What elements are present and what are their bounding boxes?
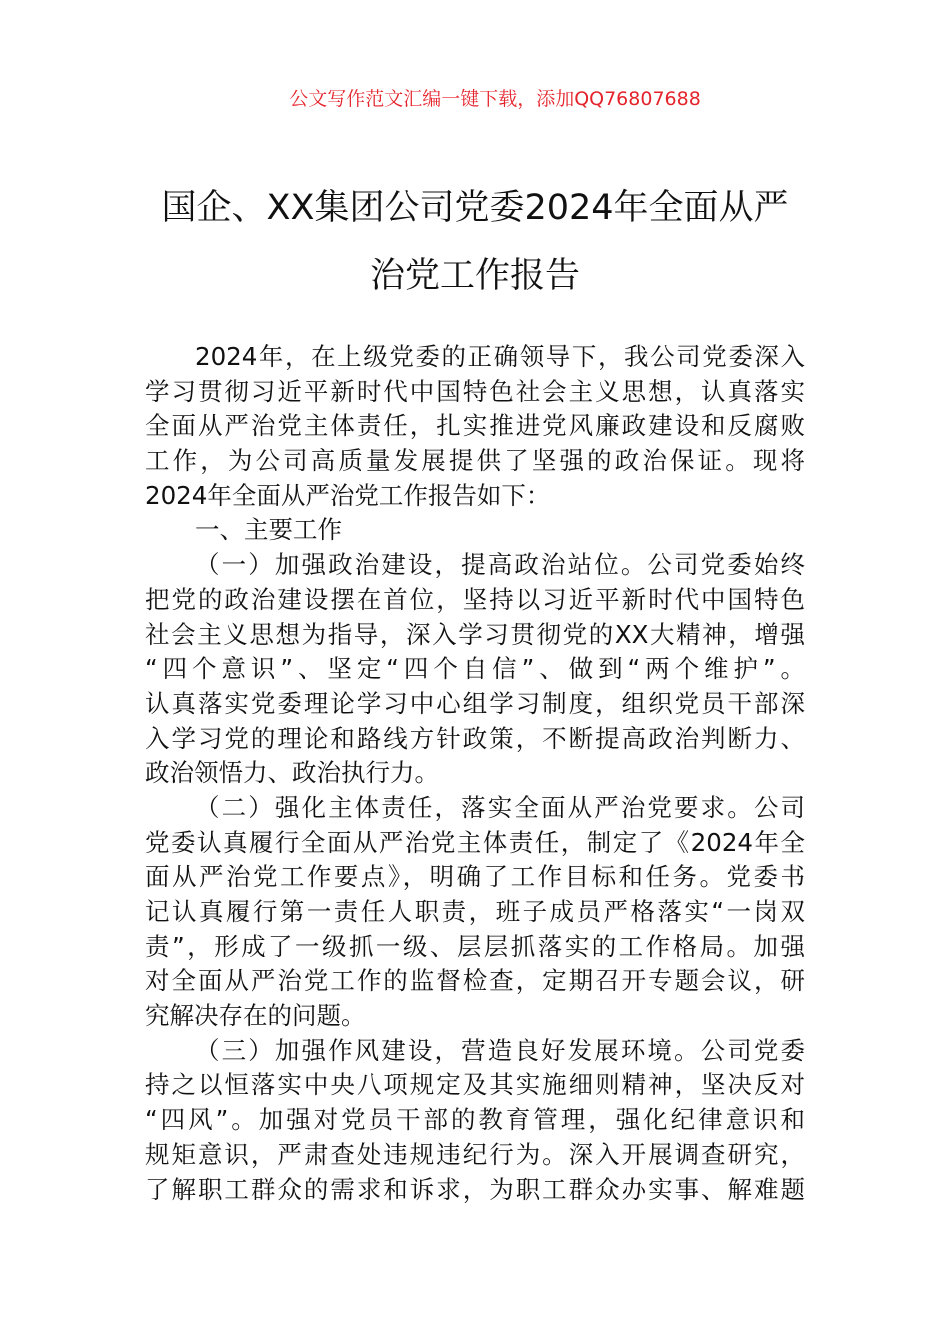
- text-line: 社会主义思想为指导，深入学习贯彻党的XX大精神，增强: [145, 619, 805, 649]
- text-line: “四风”。加强对党员干部的教育管理，强化纪律意识和: [145, 1105, 805, 1135]
- text-line: 入学习党的理论和路线方针政策，不断提高政治判断力、: [145, 723, 805, 753]
- text-line: 工作，为公司高质量发展提供了坚强的政治保证。现将: [145, 446, 805, 476]
- text-line: 认真落实党委理论学习中心组学习制度，组织党员干部深: [145, 688, 805, 718]
- text-line: 责”，形成了一级抓一级、层层抓落实的工作格局。加强: [145, 931, 805, 961]
- text-line: 全面从严治党主体责任，扎实推进党风廉政建设和反腐败: [145, 411, 805, 441]
- document-title-line-2: 治党工作报告: [369, 256, 580, 296]
- text-line: 记认真履行第一责任人职责，班子成员严格落实“一岗双: [145, 897, 805, 926]
- text-line: 政治领悟力、政治执行力。: [145, 758, 439, 788]
- text-line: 对全面从严治党工作的监督检查，定期召开专题会议，研: [145, 966, 805, 996]
- paragraph: [145, 791, 805, 1034]
- text-line: （一）加强政治建设，提高政治站位。公司党委始终: [195, 550, 805, 580]
- text-line: 面从严治党工作要点》，明确了工作目标和任务。党委书: [145, 862, 805, 892]
- text-line: 究解决存在的问题。: [145, 1001, 366, 1031]
- text-line: 党委认真履行全面从严治党主体责任，制定了《2024年全: [145, 827, 805, 857]
- text-line: 2024年，在上级党委的正确领导下，我公司党委深入: [195, 342, 805, 371]
- text-line: 2024年全面从严治党工作报告如下：: [145, 480, 551, 510]
- download-banner: 公文写作范文汇编一键下载，添加QQ76807688: [289, 88, 701, 110]
- paragraph: [145, 1034, 805, 1207]
- section-heading: [145, 513, 805, 548]
- text-line: “四个意识”、坚定“四个自信”、做到“两个维护”。: [145, 654, 805, 684]
- text-line: 学习贯彻习近平新时代中国特色社会主义思想，认真落实: [145, 376, 805, 406]
- document-title-line-1: 国企、XX集团公司党委2024年全面从严: [161, 188, 789, 228]
- text-line: （二）强化主体责任，落实全面从严治党要求。公司: [195, 792, 805, 822]
- text-line: 一、主要工作: [195, 515, 342, 545]
- paragraph: [145, 340, 805, 513]
- text-line: （三）加强作风建设，营造良好发展环境。公司党委: [195, 1035, 805, 1065]
- text-line: 持之以恒落实中央八项规定及其实施细则精神，坚决反对: [145, 1070, 805, 1100]
- text-line: 把党的政治建设摆在首位，坚持以习近平新时代中国特色: [145, 584, 805, 614]
- paragraph: [145, 548, 805, 791]
- text-line: 了解职工群众的需求和诉求，为职工群众办实事、解难题: [145, 1174, 805, 1204]
- document-body: [145, 340, 805, 1207]
- text-line: 规矩意识，严肃查处违规违纪行为。深入开展调查研究，: [145, 1139, 805, 1169]
